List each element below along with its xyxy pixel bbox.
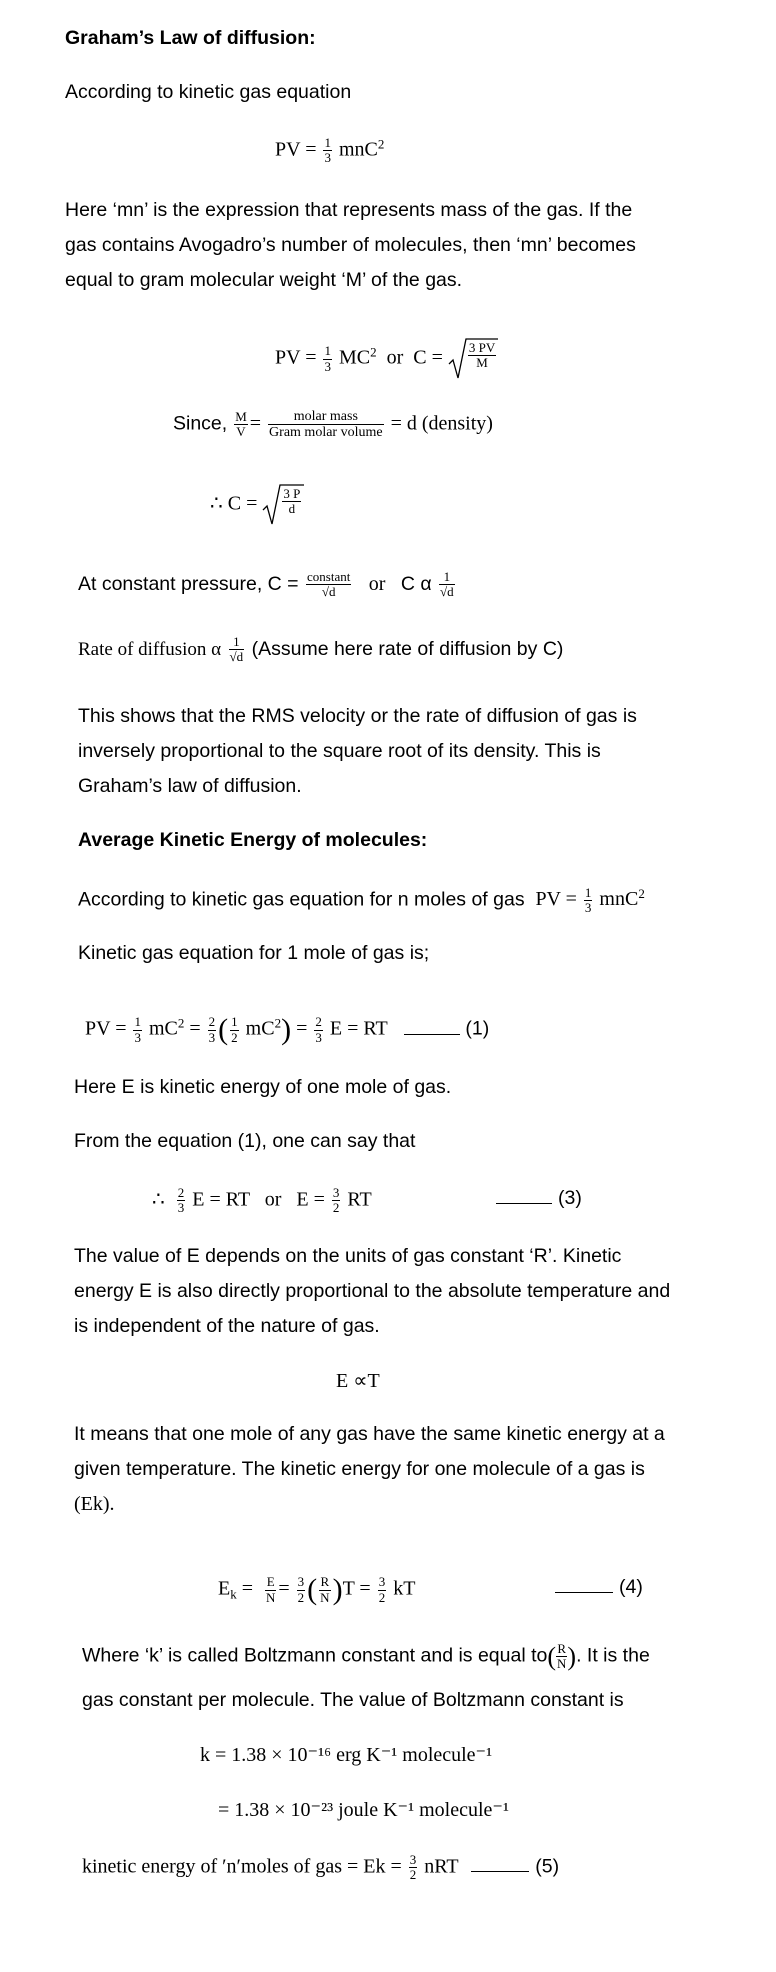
para2-line3: Graham’s law of diffusion. — [78, 775, 302, 797]
para3-line2: energy E is also directly proportional to the absolute temperature and — [74, 1280, 671, 1302]
para4-line2: given temperature. The kinetic energy for one molecule of a gas is — [74, 1458, 645, 1480]
heading-grahams-law: Graham’s Law of diffusion: — [65, 27, 316, 49]
equation-1: PV = $\frac{1}{3}$ $mC^2$ = $\frac{2}{3}$ ( $\frac{1}{2}$ $mC^2$) = $\frac{2}{3}$ E = RT (1) — [85, 1013, 490, 1046]
blank-line — [471, 1871, 529, 1872]
para1-line3: equal to gram molecular weight ‘M’ of the gas. — [65, 269, 463, 291]
gas-per-molecule-text: gas constant per molecule. The value of Boltzmann constant is — [82, 1689, 624, 1711]
para1-line2: gas contains Avogadro’s number of molecules, then ‘mn’ becomes — [65, 234, 636, 256]
sqrt-sign: 3 PV M — [448, 337, 498, 381]
para2-line2: inversely proportional to the square root of its density. This is — [78, 740, 601, 762]
sqrt-sign: 3 P d — [262, 483, 304, 527]
para1-line1: Here ‘mn’ is the expression that represents mass of the gas. If the — [65, 199, 633, 221]
ek-paren: (Ek). — [74, 1493, 115, 1515]
para4-line1: It means that one mole of any gas have the same kinetic energy at a — [74, 1423, 665, 1445]
one-mole-text: Kinetic gas equation for 1 mole of gas is; — [78, 942, 430, 964]
k-erg-value: k = 1.38 × 10⁻¹⁶ erg K⁻¹ molecule⁻¹ — [200, 1744, 493, 1766]
heading-average-ke: Average Kinetic Energy of molecules: — [78, 829, 428, 851]
equation-4: $E_k$ = $\frac{E}{N}$ = $\frac{3}{2}$ ( $\frac{R}{N}$ )T = $\frac{3}{2}$ kT — [218, 1573, 416, 1606]
equation-since-density: Since, $\frac{M}{V}$ = molar mass Gram molar volume = d (density) — [173, 409, 493, 441]
para3-line3: is independent of the nature of gas. — [74, 1315, 380, 1337]
from-equation-text: From the equation (1), one can say that — [74, 1130, 416, 1152]
n-moles-equation: According to kinetic gas equation for n moles of gas PV = $\frac{1}{3}$ mnC$^2$ — [78, 885, 645, 916]
where-k-text: Where ‘k’ is called Boltzmann constant and is equal to( $\frac{R}{N}$ ). It is the — [82, 1641, 650, 1672]
blank-line — [496, 1203, 552, 1204]
equation-pv-mnc2: PV = $\frac{1}{3}$ mnC$^2$ — [275, 135, 385, 166]
equation-3-label: (3) — [496, 1186, 582, 1210]
rate-of-diffusion: Rate of diffusion α $\frac{1}{√d}$ (Assume here rate of diffusion by C) — [78, 634, 564, 665]
intro-text: According to kinetic gas equation — [65, 81, 352, 103]
equation-4-label: (4) — [555, 1575, 643, 1599]
k-joule-value: = 1.38 × 10⁻²³ joule K⁻¹ molecule⁻¹ — [218, 1799, 509, 1821]
equation-c-sqrt-3pv-m: PV = $\frac{1}{3}$ $MC^2$ or C = 3 PV M — [275, 337, 498, 381]
here-e-text: Here E is kinetic energy of one mole of gas. — [74, 1076, 452, 1098]
equation-c-sqrt-3p-d: ∴ C = 3 P d — [210, 483, 304, 527]
blank-line — [555, 1592, 613, 1593]
proportional-e-t: E ∝T — [336, 1370, 380, 1392]
para3-line1: The value of E depends on the units of gas constant ‘R’. Kinetic — [74, 1245, 622, 1267]
para2-line1: This shows that the RMS velocity or the rate of diffusion of gas is — [78, 705, 637, 727]
equation-constant-pressure: At constant pressure, C = constant √d or C α $\frac{1}{√d}$ — [78, 569, 454, 600]
equation-5: kinetic energy of ′n′moles of gas = Ek = $\frac{3}{2}$ nRT (5) — [82, 1852, 560, 1883]
blank-line — [404, 1034, 460, 1035]
equation-3: ∴ $\frac{2}{3}$ E = RT or E = $\frac{3}{2}$ RT — [152, 1185, 372, 1216]
